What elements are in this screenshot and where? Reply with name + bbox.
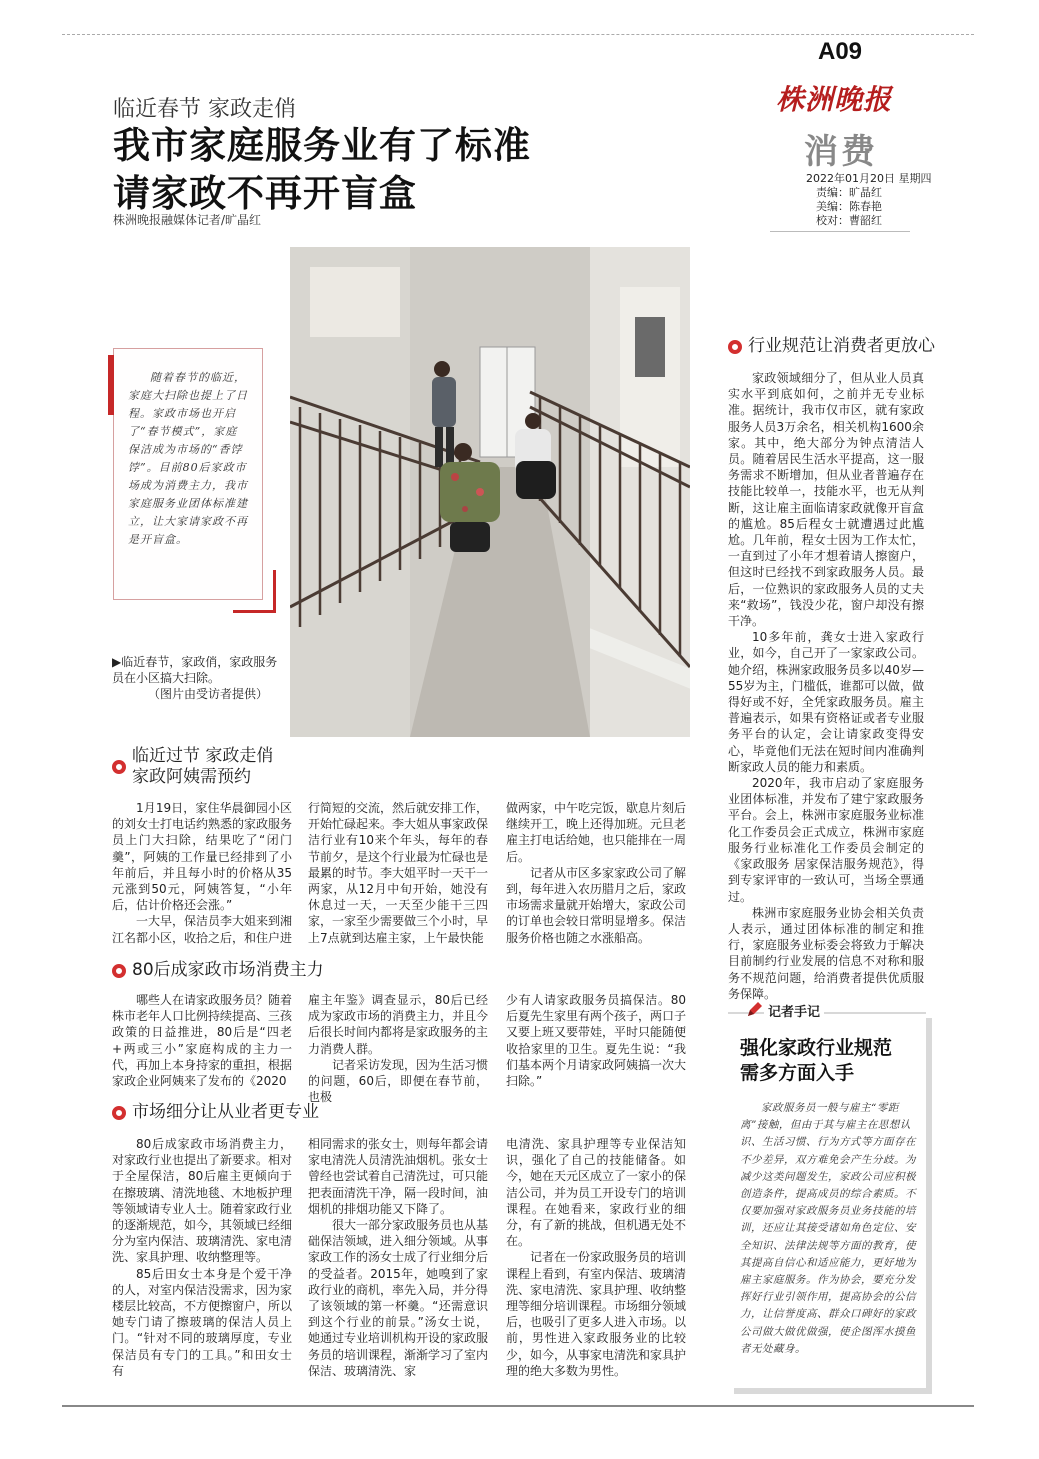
newspaper-masthead: 株洲晚报 — [776, 83, 893, 116]
s2-paragraph-1: 哪些人在请家政服务员？随着株市老年人口比例持续提高、三孩政策的日益推进，80后是“四老+两或三小”家庭构成的主力一代，再加上本身持家的重担，根据家政企业阿姨来了发布的《2020 — [112, 993, 293, 1089]
lead-text: 随着春节的临近，家庭大扫除也提上了日程。家政市场也开启了“春节模式”，家庭保洁成为市场的“香饽饽”。目前80后家政市场成为消费主力，我市家庭服务业团体标准建立，让大家请家政不再是开盲盒。 — [128, 371, 248, 546]
subhead-line-2: 家政阿姨需预约 — [132, 767, 251, 787]
article-kicker: 临近春节 家政走俏 — [113, 97, 296, 122]
s3-paragraph-3: 相同需求的张女士，则每年都会请家电清洗人员清洗油烟机。张女士曾经也尝试着自己清洗过，可只能把表面清洗干净，隔一段时间，油烟机的排烟功能又下降了。 — [308, 1137, 489, 1216]
s3-column-2 — [308, 1136, 488, 1379]
s1-column-2 — [308, 800, 488, 946]
editor-credit: 责编：旷晶红 — [816, 186, 882, 199]
bullet-icon — [112, 760, 126, 774]
subhead-holiday-demand — [112, 746, 273, 788]
s3-paragraph-2: 85后田女士本身是个爱干净的人，对室内保洁没需求，因为家楼层比较高，不方便擦窗户，所以她专门请了擦玻璃的保洁人员上门。“针对不同的玻璃厚度，专业保洁员有专门的工具。”和田女士有 — [112, 1266, 293, 1378]
reporter-note-tag — [744, 1000, 824, 1020]
s1-paragraph-4: 做两家，中午吃完饭，歇息片刻后继续开工，晚上还得加班。元旦老雇主打电话给她，也只能排在一周后。 — [506, 801, 687, 864]
caption-text: ▶临近春节，家政俏，家政服务员在小区搞大扫除。 — [112, 655, 278, 685]
designer-credit: 美编：陈春艳 — [816, 200, 882, 213]
subhead-line-1: 临近过节 家政走俏 — [132, 746, 274, 766]
note-title-line-1: 强化家政行业规范 — [740, 1037, 893, 1059]
page-number: A09 — [818, 38, 863, 65]
s2-column-2 — [308, 992, 488, 1105]
s3-paragraph-5: 电清洗、家具护理等专业保洁知识，强化了自己的技能储备。如今，她在天元区成立了一家小的保洁公司，并为员工开设专门的培训课程。在她看来，家政行业的细分，有了新的挑战，但机遇无处不在。 — [506, 1137, 687, 1249]
bottom-rule — [62, 1405, 974, 1407]
proofreader-credit: 校对：曹韶红 — [816, 214, 882, 227]
note-tag-label: 记者手记 — [764, 1001, 824, 1020]
issue-meta — [806, 172, 932, 228]
subhead-industry-standards — [728, 336, 935, 357]
s4-column — [728, 370, 924, 1002]
headline-line-2: 请家政不再开盲盒 — [113, 172, 417, 215]
subhead-text: 80后成家政市场消费主力 — [132, 960, 324, 980]
headline-line-1: 我市家庭服务业有了标准 — [113, 124, 531, 167]
s2-column-3 — [506, 992, 686, 1089]
bullet-icon — [728, 340, 742, 354]
s2-paragraph-2: 雇主年鉴》调查显示，80后已经成为家政市场的消费主力，并且今后很长时间内都将是家政服务的主力消费人群。 — [308, 993, 489, 1056]
article-photo — [290, 247, 690, 737]
pen-icon — [744, 1000, 764, 1020]
s3-column-1 — [112, 1136, 292, 1379]
s1-column-1 — [112, 800, 292, 946]
note-body: 家政服务员一般与雇主“零距离”接触，但由于其与雇主在思想认识、生活习惯、行为方式等方面存在不少差异，双方难免会产生分歧。为减少这类问题发生，家政公司应积极创造条件，提高成员的综合素质。不仅要加强对家政服务员业务技能的培训，还应让其接受诸如角色定位、安全知识、法律法规等方面的教育，使其提高自信心和适应能力，更好地为雇主家庭服务。作为协会，要充分发挥好行业引领作用，提高协会的公信力，让信誉度高、群众口碑好的家政公司做大做优做强，使企图浑水摸鱼者无处藏身。 — [740, 1102, 916, 1355]
s3-paragraph-6: 记者在一份家政服务员的培训课程上看到，有室内保洁、玻璃清洗、家电清洗、家具护理、收纳整理等细分培训课程。市场细分领域后，也吸引了更多人进入市场。以前，男性进入家政服务业的比较少，如今，从事家电清洗和家具护理的绝大多数为男性。 — [506, 1250, 687, 1378]
s1-paragraph-5: 记者从市区多家家政公司了解到，每年进入农历腊月之后，家政市场需求量就开始增大，家政公司的订单也会较日常明显增多。保洁服务价格也随之水涨船高。 — [506, 865, 687, 945]
lead-box — [113, 348, 263, 600]
s1-paragraph-2: 一大早，保洁员李大姐来到湘江名都小区，收拾之后，和住户进 — [112, 914, 293, 945]
note-title — [740, 1036, 892, 1086]
bullet-icon — [112, 964, 126, 978]
s1-paragraph-1: 1月19日，家住华晨御园小区的刘女士打电话约熟悉的家政服务员上门大扫除，结果吃了“闭门羹”，阿姨的工作量已经排到了小年前后，并且每小时的价格从35元涨到50元，阿姨答复，“小年后，估计价格还会涨。” — [112, 801, 293, 913]
issue-date: 2022年01月20日 星期四 — [806, 172, 932, 185]
note-title-line-2: 需多方面入手 — [740, 1062, 855, 1084]
s4-paragraph-3: 2020年，我市启动了家庭服务业团体标准，并发布了建宁家政服务平台。会上，株洲市家庭服务业标准化工作委员会正式成立，株洲市家庭服务行业标准化工作委员会制定的《家政服务 居家保洁服务规范》，得到专家评审的一致认可，当场全票通过。 — [728, 776, 924, 904]
s4-paragraph-4: 株洲市家庭服务业协会相关负责人表示，通过团体标准的制定和推行，家庭服务业标委会将致力于解决目前制约行业发展的信息不对称和服务不规范问题，给消费者提供优质服务保障。 — [728, 905, 924, 1001]
s3-paragraph-4: 很大一部分家政服务员也从基础保洁领域，进入细分领域。从事家政工作的汤女士成了行业细分后的受益者。2015年，她嗅到了家政行业的商机，率先入局，并分得了该领域的第一杯羹。“还需意识到这个行业的前景。”汤女士说，她通过专业培训机构开设的家政服务员的培训课程，渐渐学习了室内保洁、玻璃清洗、家 — [308, 1218, 489, 1378]
s3-column-3 — [506, 1136, 686, 1379]
s2-paragraph-3: 记者采访发现，因为生活习惯的问题，60后，即便在春节前，也极 — [308, 1057, 489, 1105]
s2-column-1 — [112, 992, 292, 1089]
cleaning-walkway-illustration — [290, 247, 690, 737]
s1-column-3 — [506, 800, 686, 946]
s2-paragraph-4: 少有人请家政服务员搞保洁。80后夏先生家里有两个孩子，两口子又要上班又要带娃，平时只能随便收拾家里的卫生。夏先生说：“我们基本两个月请家政阿姨搞一次大扫除。” — [506, 993, 687, 1089]
article-headline — [113, 122, 531, 218]
top-rule — [62, 34, 974, 35]
s4-paragraph-1: 家政领域细分了，但从业人员真实水平到底如何，之前并无专业标准。据统计，我市仅市区，就有家政服务人员3万余名，相关机构1600余家。其中，绝大部分为钟点清洁人员。随着居民生活水平提高，这一服务需求不断增加，但从业者普遍存在技能比较单一，技能水平，也无从判断，这让雇主面临请家政就像开盲盒的尴尬。85后程女士就遭遇过此尴尬。几年前，程女士因为工作太忙，一直到过了小年才想着请人擦窗户，但这时已经找不到家政服务人员。最后，一位熟识的家政服务人员的丈夫来“救场”，钱没少花，窗户却没有擦干净。 — [728, 371, 924, 629]
s3-paragraph-1: 80后成家政市场消费主力，对家政行业也提出了新要求。相对于全屋保洁，80后雇主更倾向于在擦玻璃、清洗地毯、木地板护理等领域请专业人士。随着家政行业的逐渐规范，如今，其领域已经细分为室内保洁、玻璃清洗、家电清洗、家具护理、收纳整理等。 — [112, 1137, 293, 1265]
s1-paragraph-3: 行简短的交流，然后就安排工作，开始忙碌起来。李大姐从事家政保洁行业有10来个年头，每年的春节前夕，是这个行业最为忙碌也是最累的时节。李大姐平时一天干一两家，从12月中旬开始，她没有休息过一天，一天至少能干三四家，一家至少需要做三个小时，早上7点就到达雇主家，上午最快能 — [308, 801, 489, 945]
article-byline: 株洲晚报融媒体记者/旷晶红 — [113, 213, 262, 227]
bullet-icon — [112, 1106, 126, 1120]
subhead-text: 市场细分让从业者更专业 — [132, 1102, 319, 1122]
subhead-text: 行业规范让消费者更放心 — [748, 336, 935, 356]
subhead-80s-consumers — [112, 960, 324, 981]
subhead-market-segmentation — [112, 1102, 319, 1123]
s4-paragraph-2: 10多年前，龚女士进入家政行业，如今，自己开了一家家政公司。她介绍，株洲家政服务员多以40岁—55岁为主，门槛低，谁都可以做，做得好或不好，全凭家政服务员。雇主普遍表示，如果有资格证或者专业服务平台的认定，会让请家政变得安心，毕竟他们无法在短时间内准确判断家政人员的能力和素质。 — [728, 630, 924, 774]
section-title: 消费 — [804, 132, 878, 172]
meta-divider — [770, 231, 910, 232]
photo-credit: （图片由受访者提供） — [148, 687, 269, 701]
photo-caption — [112, 654, 282, 702]
